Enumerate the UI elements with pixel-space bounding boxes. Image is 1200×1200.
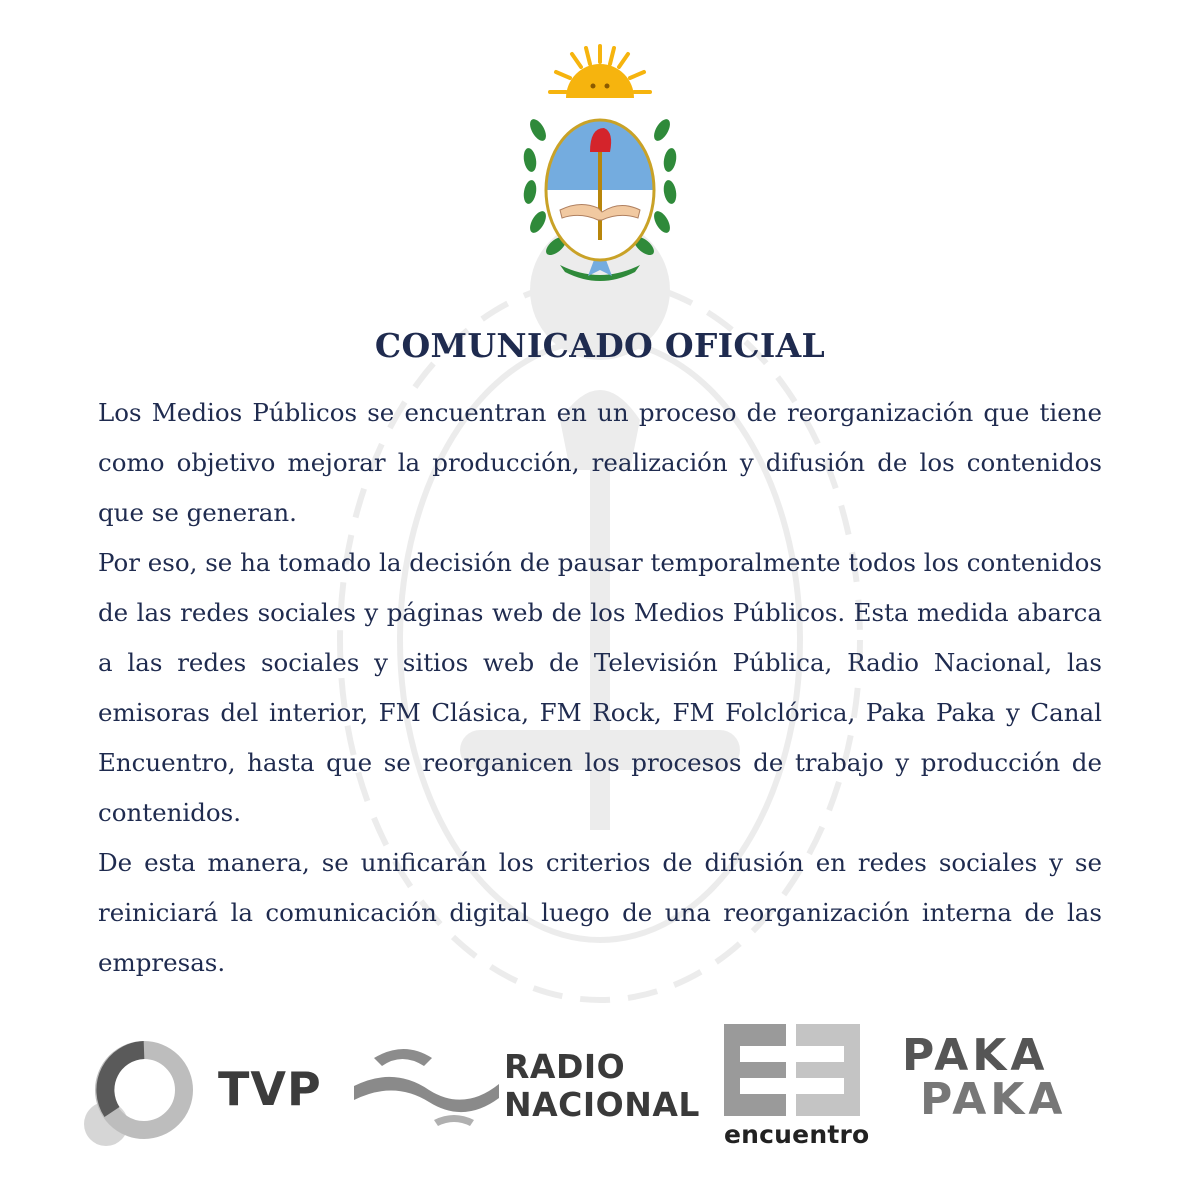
encuentro-wordmark: encuentro (724, 1120, 870, 1149)
radio-wave-icon (354, 1040, 504, 1130)
tvp-wordmark: TVP (218, 1062, 322, 1116)
encuentro-mark-icon (724, 1024, 864, 1116)
paka-wordmark-line2: PAKA (920, 1074, 1067, 1125)
radio-wordmark-line1: RADIO (504, 1047, 626, 1086)
page-title: COMUNICADO OFICIAL (374, 326, 826, 365)
coat-of-arms-crest (520, 40, 680, 285)
tvp-logo (82, 1032, 322, 1152)
pakapaka-logo (902, 1030, 1102, 1134)
encuentro-logo (724, 1024, 874, 1154)
radio-wordmark-line2: NACIONAL (504, 1085, 700, 1124)
radio-nacional-logo (354, 1040, 700, 1140)
paka-wordmark-line1: PAKA (902, 1030, 1049, 1081)
sun-of-may-icon (550, 46, 650, 98)
logos-footer (0, 1010, 1200, 1180)
paragraph: Por eso, se ha tomado la decisión de pausar temporalmente todos los contenidos de las redes sociales y páginas web de los Medios Públicos. Esta medida abarca a las redes sociales y sitios web de Televisión Pública, Radio Nacional, las emisoras del interior, FM Clásica, FM Rock, FM Folclórica, Paka Paka y Canal Encuentro, hasta que se reorganicen los procesos de trabajo y producción de contenidos. (98, 548, 1102, 827)
notice-body (98, 388, 1102, 988)
tvp-ring-icon (82, 1032, 212, 1152)
paragraph: De esta manera, se unificarán los criterios de difusión en redes sociales y se reiniciará la comunicación digital luego de una reorganización interna de las empresas. (98, 848, 1102, 977)
paragraph: Los Medios Públicos se encuentran en un proceso de reorganización que tiene como objetivo mejorar la producción, realización y difusión de los contenidos que se generan. (98, 398, 1102, 527)
